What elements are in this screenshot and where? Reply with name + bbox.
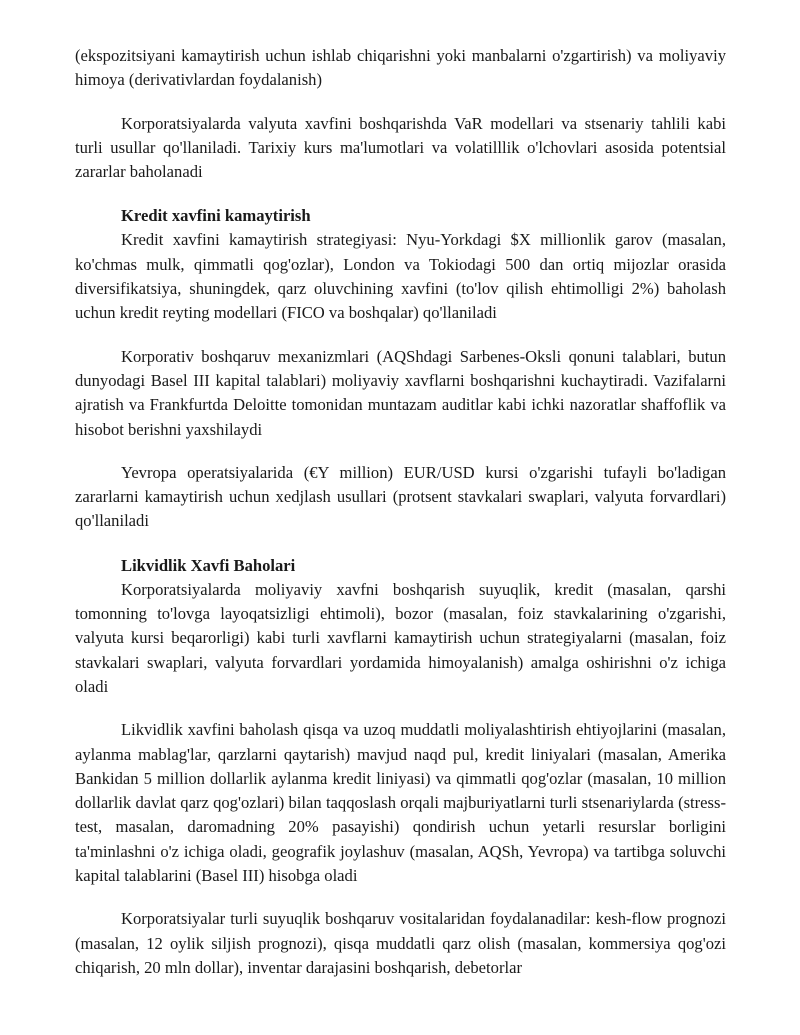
paragraph-governance: Korporativ boshqaruv mexanizmlari (AQShdagi Sarbenes-Oksli qonuni talablari, butun dunyodagi Basel III kapital talablari) moliyaviy xavflarni boshqarishni kuchaytiradi. Vazifalarni ajratish va Frankfurtda Deloitte tomonidan muntazam auditlar kabi ichki nazoratlar shaffoflik va hisobot berishni yaxshilaydi [75, 346, 726, 439]
paragraph-liquidity-assessment: Likvidlik xavfini baholash qisqa va uzoq muddatli moliyalashtirish ehtiyojlarini (masalan, aylanma mablag'lar, qarzlarni qaytarish) mavjud naqd pul, kredit liniyalari (masalan, Amerika Bankidan 5 million dollarlik aylanma kredit liniyasi) va qimmatli qog'ozlar (masalan, 10 million dollarlik davlat qarz qog'ozlari) bilan taqqoslash orqali majburiyatlarni turli stsenariylarda (stress-test, masalan, daromadning 20% pasayishi) qondirish uchun yetarli resurslar borligini ta'minlashni o'z ichiga oladi, geografik joylashuv (masalan, AQSh, Yevropa) va tartibga soluvchi kapital talablarini (Basel III) hisobga oladi [75, 720, 726, 886]
heading-credit-risk: Kredit xavfini kamaytirish [121, 206, 311, 226]
paragraph-liquidity-tools: Korporatsiyalar turli suyuqlik boshqaruv vositalaridan foydalanadilar: kesh-flow prognozi (masalan, 12 oylik siljish prognozi), qisqa muddatli qarz olish (masalan, kommersiya qog'ozi chiqarish, 20 mln dollar), inventar darajasini boshqarish, debetorlar [75, 909, 726, 977]
paragraph-credit-strategy: Kredit xavfini kamaytirish strategiyasi: Nyu-Yorkdagi $X millionlik garov (masalan, ko'chmas mulk, qimmatli qog'ozlar), London va Tokiodagi 500 dan ortiq mijozlar orasida diversifikatsiya, shuningdek, qarz oluvchining xavfini (to'lov qilish ehtimolligi 2%) baholash uchun kredit reyting modellari (FICO va boshqalar) qo'llaniladi [75, 230, 726, 323]
paragraph-intro-continued: (ekspozitsiyani kamaytirish uchun ishlab chiqarishni yoki manbalarni o'zgartirish) va moliyaviy himoya (derivativlardan foydalanish) [75, 46, 726, 90]
heading-liquidity-risk: Likvidlik Xavfi Baholari [121, 555, 296, 575]
paragraph-liquidity-intro: Korporatsiyalarda moliyaviy xavfni boshqarish suyuqlik, kredit (masalan, qarshi tomonning to'lovga layoqatsizligi ehtimoli), bozor (masalan, foiz stavkalarining o'zgarishi, valyuta kursi beqarorligi) kabi turli xavflarni kamaytirish uchun strategiyalarni (masalan, foiz stavkalari swaplari, valyuta forvardlari yordamida himoyalanish) amalga oshirishni o'z ichiga oladi [75, 579, 726, 696]
document-page [75, 44, 726, 980]
paragraph-europe-operations: Yevropa operatsiyalarida (€Y million) EUR/USD kursi o'zgarishi tufayli bo'ladigan zararlarni kamaytirish uchun xedjlash usullari (protsent stavkalari swaplari, valyuta forvardlari) qo'llaniladi [75, 462, 726, 531]
paragraph-var-models: Korporatsiyalarda valyuta xavfini boshqarishda VaR modellari va stsenariy tahlili kabi turli usullar qo'llaniladi. Tarixiy kurs ma'lumotlari va volatilllik o'lchovlari asosida potentsial zararlar baholanadi [75, 113, 726, 182]
